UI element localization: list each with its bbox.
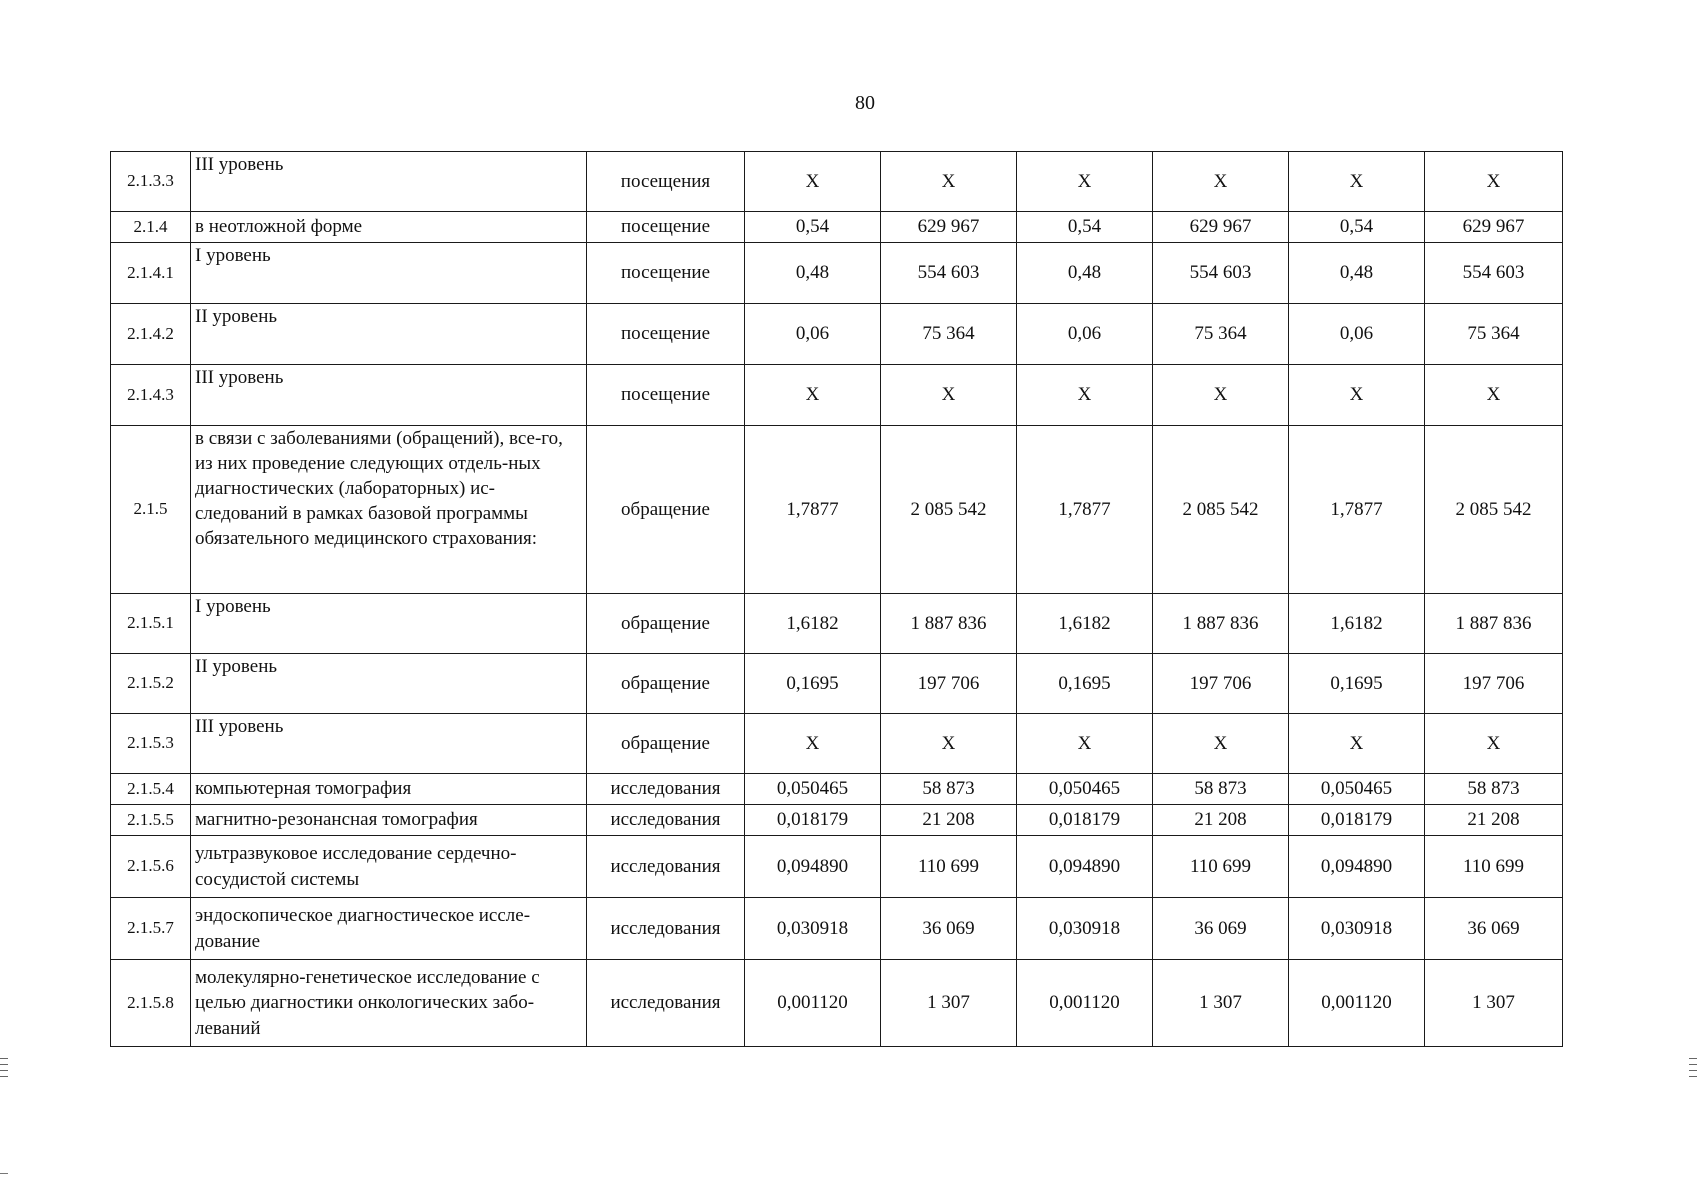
table-row — [111, 836, 1563, 898]
row-value: 0,06 — [1017, 304, 1153, 365]
row-value: 0,030918 — [745, 898, 881, 960]
table-row — [111, 654, 1563, 714]
row-value: 1 887 836 — [1425, 594, 1563, 654]
row-code: 2.1.4.1 — [111, 243, 191, 304]
row-value: Х — [1153, 714, 1289, 774]
row-name: молекулярно-генетическое исследование с целью диагностики онкологических забо-леваний — [191, 960, 587, 1047]
row-value: 1,6182 — [745, 594, 881, 654]
table-row — [111, 594, 1563, 654]
row-value: 0,06 — [1289, 304, 1425, 365]
row-value: 1 887 836 — [881, 594, 1017, 654]
row-code: 2.1.5.3 — [111, 714, 191, 774]
row-value: 1,6182 — [1289, 594, 1425, 654]
data-table — [110, 151, 1563, 1047]
row-name: магнитно-резонансная томография — [191, 805, 587, 836]
row-value: Х — [1289, 152, 1425, 212]
table-row — [111, 212, 1563, 243]
row-value: 58 873 — [881, 774, 1017, 805]
row-value: Х — [1289, 714, 1425, 774]
row-value: 1 307 — [1425, 960, 1563, 1047]
row-value: 36 069 — [1425, 898, 1563, 960]
row-value: 1,7877 — [745, 426, 881, 594]
row-value: 58 873 — [1425, 774, 1563, 805]
row-value: 0,094890 — [745, 836, 881, 898]
row-name: в связи с заболеваниями (обращений), все-го, из них проведение следующих отдель-ных диагностических (лабораторных) ис-следований в рамках базовой программы обязательного медицинского страхования: — [191, 426, 587, 594]
row-name: II уровень — [191, 304, 587, 365]
row-value: 2 085 542 — [1425, 426, 1563, 594]
row-value: 75 364 — [1425, 304, 1563, 365]
row-value: 21 208 — [1425, 805, 1563, 836]
row-value: 0,050465 — [745, 774, 881, 805]
row-value: Х — [1425, 714, 1563, 774]
row-value: 0,1695 — [1289, 654, 1425, 714]
table-row — [111, 243, 1563, 304]
table-body — [111, 152, 1563, 1047]
row-value: Х — [1017, 714, 1153, 774]
row-value: 0,030918 — [1017, 898, 1153, 960]
row-value: 36 069 — [1153, 898, 1289, 960]
row-value: 2 085 542 — [1153, 426, 1289, 594]
row-value: 75 364 — [881, 304, 1017, 365]
row-unit: обращение — [587, 714, 745, 774]
table-row — [111, 426, 1563, 594]
row-value: 2 085 542 — [881, 426, 1017, 594]
row-value: 0,54 — [745, 212, 881, 243]
row-name: I уровень — [191, 243, 587, 304]
table-row — [111, 714, 1563, 774]
table-row — [111, 774, 1563, 805]
row-code: 2.1.5.7 — [111, 898, 191, 960]
row-name: I уровень — [191, 594, 587, 654]
row-value: 58 873 — [1153, 774, 1289, 805]
row-name: в неотложной форме — [191, 212, 587, 243]
row-value: 110 699 — [1425, 836, 1563, 898]
row-value: 197 706 — [1425, 654, 1563, 714]
row-name: III уровень — [191, 365, 587, 426]
row-unit: исследования — [587, 774, 745, 805]
table-row — [111, 898, 1563, 960]
row-value: Х — [881, 365, 1017, 426]
table-row — [111, 365, 1563, 426]
row-value: 1 307 — [881, 960, 1017, 1047]
row-value: 110 699 — [1153, 836, 1289, 898]
row-value: 554 603 — [1153, 243, 1289, 304]
row-value: 0,030918 — [1289, 898, 1425, 960]
row-name: III уровень — [191, 714, 587, 774]
row-value: Х — [1289, 365, 1425, 426]
row-code: 2.1.5.4 — [111, 774, 191, 805]
margin-dash — [0, 1173, 8, 1174]
row-value: 0,018179 — [1289, 805, 1425, 836]
table-row — [111, 152, 1563, 212]
row-unit: исследования — [587, 960, 745, 1047]
row-value: 36 069 — [881, 898, 1017, 960]
row-value: 629 967 — [1425, 212, 1563, 243]
row-code: 2.1.5.8 — [111, 960, 191, 1047]
row-value: Х — [1017, 152, 1153, 212]
row-value: 0,001120 — [745, 960, 881, 1047]
row-code: 2.1.4 — [111, 212, 191, 243]
row-value: 554 603 — [1425, 243, 1563, 304]
row-unit: посещение — [587, 243, 745, 304]
row-value: 21 208 — [1153, 805, 1289, 836]
row-value: Х — [1425, 365, 1563, 426]
row-name: III уровень — [191, 152, 587, 212]
row-code: 2.1.5.5 — [111, 805, 191, 836]
row-value: 0,1695 — [745, 654, 881, 714]
row-code: 2.1.5 — [111, 426, 191, 594]
row-value: 629 967 — [1153, 212, 1289, 243]
row-value: 0,48 — [745, 243, 881, 304]
row-value: Х — [745, 714, 881, 774]
row-unit: посещение — [587, 304, 745, 365]
table-row — [111, 805, 1563, 836]
row-value: Х — [881, 152, 1017, 212]
row-value: 1 307 — [1153, 960, 1289, 1047]
row-unit: посещение — [587, 365, 745, 426]
row-code: 2.1.4.2 — [111, 304, 191, 365]
row-value: 0,001120 — [1289, 960, 1425, 1047]
row-value: 0,094890 — [1017, 836, 1153, 898]
row-unit: обращение — [587, 426, 745, 594]
row-value: 1,7877 — [1289, 426, 1425, 594]
row-unit: посещение — [587, 212, 745, 243]
row-value: Х — [1153, 152, 1289, 212]
row-value: 21 208 — [881, 805, 1017, 836]
row-value: 0,018179 — [745, 805, 881, 836]
left-margin-ticks — [0, 1058, 8, 1082]
row-value: 197 706 — [881, 654, 1017, 714]
row-value: 75 364 — [1153, 304, 1289, 365]
row-value: Х — [745, 152, 881, 212]
row-value: 0,050465 — [1289, 774, 1425, 805]
row-value: Х — [1425, 152, 1563, 212]
row-value: 1,7877 — [1017, 426, 1153, 594]
row-code: 2.1.3.3 — [111, 152, 191, 212]
row-unit: исследования — [587, 805, 745, 836]
row-value: 0,1695 — [1017, 654, 1153, 714]
row-unit: исследования — [587, 898, 745, 960]
row-value: 1,6182 — [1017, 594, 1153, 654]
row-value: 554 603 — [881, 243, 1017, 304]
page-number: 80 — [855, 92, 875, 114]
row-value: 0,001120 — [1017, 960, 1153, 1047]
row-name: компьютерная томография — [191, 774, 587, 805]
row-value: Х — [745, 365, 881, 426]
row-unit: обращение — [587, 594, 745, 654]
row-name: эндоскопическое диагностическое иссле-дование — [191, 898, 587, 960]
right-margin-ticks — [1689, 1058, 1697, 1082]
row-unit: посещения — [587, 152, 745, 212]
row-code: 2.1.5.1 — [111, 594, 191, 654]
row-unit: обращение — [587, 654, 745, 714]
row-value: 629 967 — [881, 212, 1017, 243]
row-value: 1 887 836 — [1153, 594, 1289, 654]
row-value: 110 699 — [881, 836, 1017, 898]
row-code: 2.1.4.3 — [111, 365, 191, 426]
row-value: Х — [1153, 365, 1289, 426]
table-row — [111, 304, 1563, 365]
row-code: 2.1.5.6 — [111, 836, 191, 898]
row-name: II уровень — [191, 654, 587, 714]
row-value: 0,050465 — [1017, 774, 1153, 805]
row-value: Х — [1017, 365, 1153, 426]
row-value: 197 706 — [1153, 654, 1289, 714]
row-unit: исследования — [587, 836, 745, 898]
row-value: 0,54 — [1017, 212, 1153, 243]
row-value: 0,06 — [745, 304, 881, 365]
row-value: Х — [881, 714, 1017, 774]
row-value: 0,54 — [1289, 212, 1425, 243]
row-value: 0,018179 — [1017, 805, 1153, 836]
row-value: 0,48 — [1289, 243, 1425, 304]
row-value: 0,094890 — [1289, 836, 1425, 898]
row-name: ультразвуковое исследование сердечно-сосудистой системы — [191, 836, 587, 898]
row-value: 0,48 — [1017, 243, 1153, 304]
row-code: 2.1.5.2 — [111, 654, 191, 714]
table-row — [111, 960, 1563, 1047]
